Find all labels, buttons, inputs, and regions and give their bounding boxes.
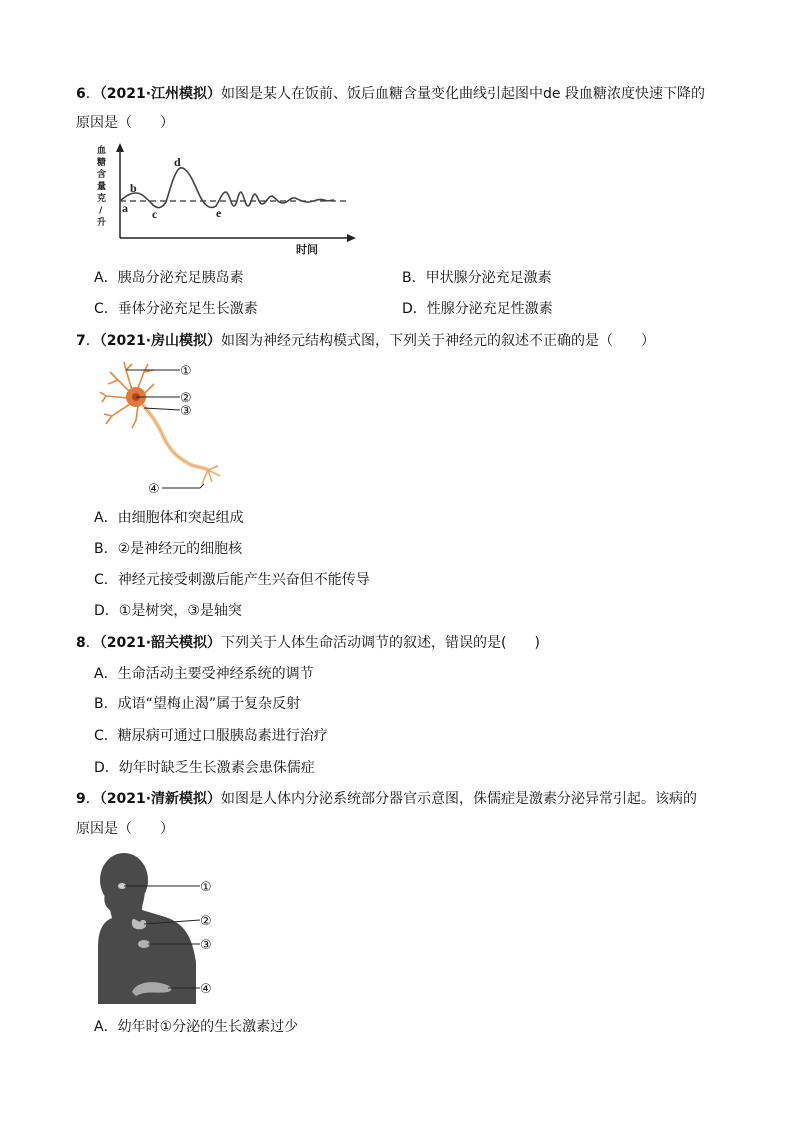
q6-glucose-curve: [120, 168, 334, 208]
q7-label-1: ①: [180, 364, 192, 379]
q9-stem-line2: 原因是（ ）: [76, 821, 174, 837]
q9-stem-text: 如图是人体内分泌系统部分器官示意图，侏儒症是激素分泌异常引起。该病的: [221, 791, 698, 807]
q7-label-3: ③: [180, 404, 192, 419]
q6-y-axis-arrow: [116, 143, 124, 152]
q9-label-2: ②: [200, 914, 212, 929]
q9-number: 9: [76, 791, 86, 807]
q7-label-2: ②: [180, 391, 192, 406]
q8-option-d[interactable]: D．幼年时缺乏生长激素会患侏儒症: [94, 760, 315, 776]
q7-axon: [142, 404, 208, 470]
q7-stem: 7．（2021·房山模拟）如图为神经元结构模式图，下列关于神经元的叙述不正确的是（ ）: [76, 333, 656, 349]
q6-stem-line1: 6．（2021·江州模拟）如图是某人在饭前、饭后血糖含量变化曲线引起图中de 段血糖浓度快速下降的: [76, 86, 705, 102]
q6-ylabel-char: 含: [97, 170, 107, 180]
q6-stem-line2: 原因是（ ）: [76, 115, 174, 131]
q6-point-d: d: [174, 155, 181, 169]
q6-point-c: c: [152, 207, 158, 221]
q6-option-a[interactable]: A．胰岛分泌充足胰岛素: [94, 270, 244, 286]
q6-point-b: b: [130, 181, 137, 195]
q6-ylabel-char: 克: [97, 194, 107, 204]
q6-x-axis-arrow: [347, 234, 356, 242]
q6-stem-text: 如图是某人在饭前、饭后血糖含量变化曲线引起图中de 段血糖浓度快速下降的: [221, 86, 705, 102]
q6-ylabel-char: 血: [97, 146, 107, 156]
q9-endocrine-diagram: [92, 852, 232, 1007]
q6-ylabel-char: 升: [97, 218, 107, 228]
q7-source: （2021·房山模拟）: [99, 333, 222, 349]
q8-option-b[interactable]: B．成语“望梅止渴”属于复杂反射: [94, 696, 301, 712]
q6-option-c[interactable]: C．垂体分泌充足生长激素: [94, 301, 258, 317]
q6-ylabel-char: 糖: [97, 158, 107, 168]
q9-source: （2021·清新模拟）: [99, 791, 222, 807]
q6-ylabel-char: 量: [97, 182, 107, 192]
q7-option-c[interactable]: C．神经元接受刺激后能产生兴奋但不能传导: [94, 572, 370, 588]
q8-stem-text: 下列关于人体生命活动调节的叙述，错误的是( ): [221, 635, 540, 651]
q8-option-c[interactable]: C．糖尿病可通过口服胰岛素进行治疗: [94, 728, 328, 744]
q6-number: 6: [76, 86, 86, 102]
q7-label-4: ④: [148, 482, 160, 497]
q7-stem-text: 如图为神经元结构模式图，下列关于神经元的叙述不正确的是（ ）: [221, 333, 656, 349]
q9-label-1: ①: [200, 880, 212, 895]
q9-label-3: ③: [200, 938, 212, 953]
q6-source: （2021·江州模拟）: [99, 86, 222, 102]
q6-xlabel: 时间: [296, 243, 318, 256]
q9-body-silhouette: [98, 853, 196, 1004]
q7-option-b[interactable]: B．②是神经元的细胞核: [94, 541, 243, 557]
q9-stem-line1: 9．（2021·清新模拟）如图是人体内分泌系统部分器官示意图，侏儒症是激素分泌异常引起。该病的: [76, 791, 698, 807]
q6-point-a: a: [122, 201, 128, 215]
q6-option-b[interactable]: B．甲状腺分泌充足激素: [402, 270, 552, 286]
q9-label-4: ④: [200, 982, 212, 997]
q6-ylabel: [96, 144, 106, 228]
q8-option-a[interactable]: A．生命活动主要受神经系统的调节: [94, 666, 314, 682]
q6-ylabel-char: /: [99, 206, 103, 216]
q6-option-d[interactable]: D．性腺分泌充足性激素: [402, 301, 553, 317]
q7-number: 7: [76, 333, 86, 349]
q8-source: （2021·韶关模拟）: [99, 635, 222, 651]
q6-blood-sugar-chart: [88, 140, 368, 260]
q8-stem: 8．（2021·韶关模拟）下列关于人体生命活动调节的叙述，错误的是( ): [76, 635, 540, 651]
q8-number: 8: [76, 635, 86, 651]
q7-option-a[interactable]: A．由细胞体和突起组成: [94, 510, 244, 526]
q9-option-a[interactable]: A．幼年时①分泌的生长激素过少: [94, 1019, 299, 1035]
q7-neuron-diagram: [96, 358, 236, 503]
q6-point-e: e: [216, 206, 222, 220]
q7-option-d[interactable]: D．①是树突，③是轴突: [94, 603, 242, 619]
